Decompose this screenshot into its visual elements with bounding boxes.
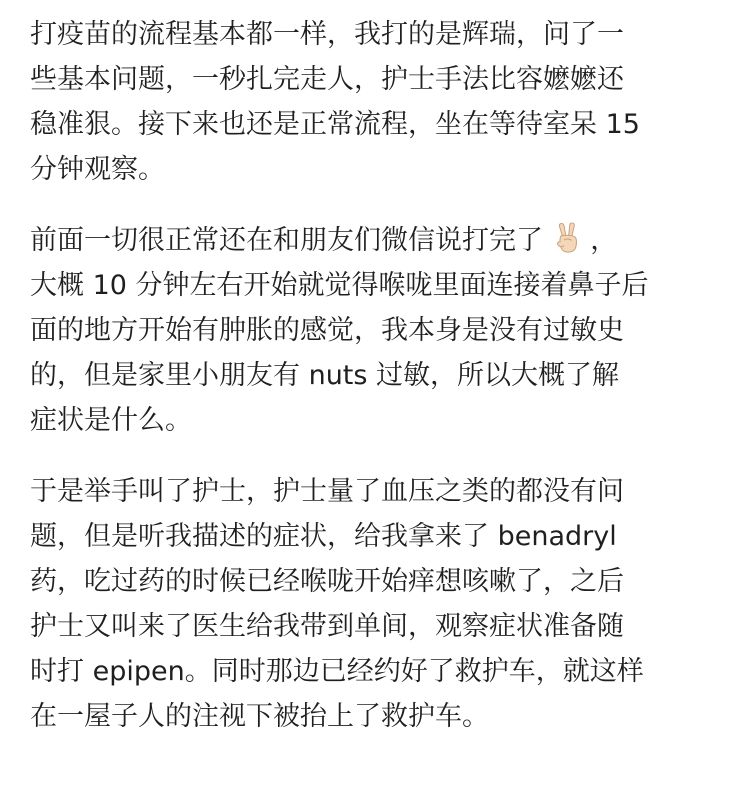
text-line: 时打 epipen。同时那边已经约好了救护车，就这样: [30, 656, 644, 687]
text-line: 在一屋子人的注视下被抬上了救护车。: [30, 701, 489, 732]
text-line: 面的地方开始有肿胀的感觉，我本身是没有过敏史: [30, 315, 624, 346]
text-line: 于是举手叫了护士，护士量了血压之类的都没有问: [30, 476, 624, 507]
paragraph-2: [30, 218, 730, 443]
text-line: 药，吃过药的时候已经喉咙开始痒想咳嗽了，之后: [30, 566, 624, 597]
text-line: 分钟观察。: [30, 154, 165, 185]
text-line: 打疫苗的流程基本都一样，我打的是辉瑞，问了一: [30, 19, 624, 50]
text-line: 的，但是家里小朋友有 nuts 过敏，所以大概了解: [30, 360, 620, 391]
paragraph-1: [30, 12, 730, 192]
text-line: [30, 218, 730, 263]
text-line: 大概 10 分钟左右开始就觉得喉咙里面连接着鼻子后: [30, 270, 649, 301]
paragraph-3: [30, 469, 730, 739]
text-line: 些基本问题，一秒扎完走人，护士手法比容嬷嬷还: [30, 64, 624, 95]
text-line: 症状是什么。: [30, 405, 192, 436]
text-segment: ，: [590, 225, 618, 256]
text-segment: 前面一切很正常还在和朋友们微信说打完了: [30, 225, 543, 256]
text-line: 题，但是听我描述的症状，给我拿来了 benadryl: [30, 521, 617, 552]
post-body: [30, 12, 730, 765]
text-line: 稳准狠。接下来也还是正常流程，坐在等待室呆 15: [30, 109, 640, 140]
text-line: 护士又叫来了医生给我带到单间，观察症状准备随: [30, 611, 624, 642]
victory-hand-emoji-icon: [552, 221, 582, 255]
